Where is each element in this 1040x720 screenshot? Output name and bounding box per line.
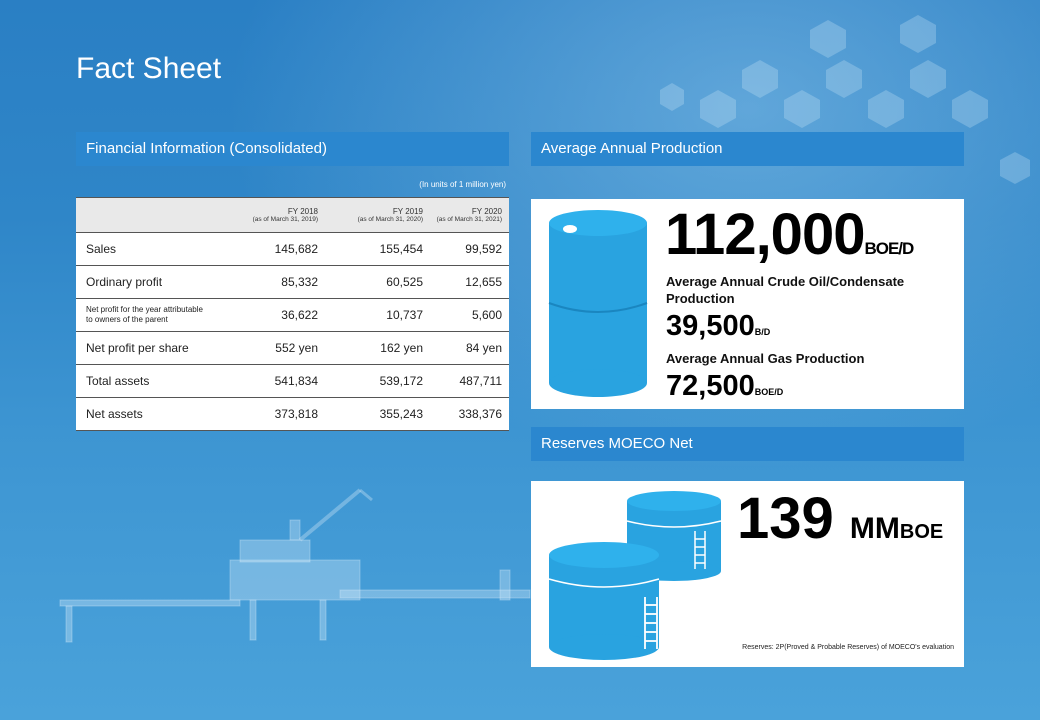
reserves-unit-mm: MM xyxy=(849,512,900,545)
total-production xyxy=(665,201,913,268)
table-row xyxy=(76,266,509,299)
table-row xyxy=(76,332,509,365)
column-sub: (as of March 31, 2020) xyxy=(357,215,423,223)
table-row xyxy=(76,299,509,332)
column-sub: (as of March 31, 2019) xyxy=(252,215,318,223)
financial-table xyxy=(76,197,509,431)
cell-value: 162 yen xyxy=(325,332,430,365)
cell-value: 60,525 xyxy=(325,266,430,299)
units-note: (In units of 1 million yen) xyxy=(419,180,506,189)
cell-value: 155,454 xyxy=(325,233,430,266)
header-blank xyxy=(76,198,217,233)
reserves-value: 139 xyxy=(737,486,834,551)
cell-value: 85,332 xyxy=(217,266,325,299)
oil-production xyxy=(666,310,770,343)
cell-value: 355,243 xyxy=(325,398,430,431)
row-label: Net profit for the year attributable to owners of the parent xyxy=(76,299,217,332)
cell-value: 338,376 xyxy=(430,398,509,431)
row-label: Sales xyxy=(76,233,217,266)
table-row xyxy=(76,365,509,398)
cell-value: 487,711 xyxy=(430,365,509,398)
production-panel xyxy=(531,199,964,409)
total-production-value: 112,000 xyxy=(665,202,865,267)
reserves-section-header: Reserves MOECO Net xyxy=(531,427,964,461)
column-header xyxy=(325,198,430,233)
oil-production-label: Average Annual Crude Oil/Condensate Production xyxy=(666,274,905,306)
cell-value: 5,600 xyxy=(430,299,509,332)
storage-tanks-icon xyxy=(545,487,725,663)
row-label: Ordinary profit xyxy=(76,266,217,299)
table-row xyxy=(76,233,509,266)
cell-value: 99,592 xyxy=(430,233,509,266)
reserves xyxy=(737,485,943,552)
cell-value: 539,172 xyxy=(325,365,430,398)
column-header xyxy=(430,198,509,233)
total-production-unit: BOE/D xyxy=(864,239,914,258)
column-fy: FY 2019 xyxy=(392,206,423,216)
column-sub: (as of March 31, 2021) xyxy=(436,215,502,223)
cell-value: 145,682 xyxy=(217,233,325,266)
cell-value: 552 yen xyxy=(217,332,325,365)
gas-production-value: 72,500 xyxy=(666,370,755,402)
gas-production-label: Average Annual Gas Production xyxy=(666,351,865,366)
oil-production-value: 39,500 xyxy=(666,310,755,342)
reserves-note: Reserves: 2P(Proved & Probable Reserves) of MOECO's evaluation xyxy=(742,644,954,651)
oil-barrel-icon xyxy=(547,209,649,399)
cell-value: 12,655 xyxy=(430,266,509,299)
production-section-header: Average Annual Production xyxy=(531,132,964,166)
cell-value: 373,818 xyxy=(217,398,325,431)
page-title: Fact Sheet xyxy=(76,52,222,85)
table-header-row xyxy=(76,198,509,233)
table-row xyxy=(76,398,509,431)
oil-production-unit: B/D xyxy=(754,327,771,337)
reserves-panel xyxy=(531,481,964,667)
cell-value: 541,834 xyxy=(217,365,325,398)
row-label: Total assets xyxy=(76,365,217,398)
column-fy: FY 2018 xyxy=(287,206,318,216)
cell-value: 36,622 xyxy=(217,299,325,332)
reserves-unit-boe: BOE xyxy=(899,521,944,543)
gas-production xyxy=(666,370,783,403)
row-label: Net profit per share xyxy=(76,332,217,365)
gas-production-unit: BOE/D xyxy=(754,387,784,397)
column-fy: FY 2020 xyxy=(471,206,502,216)
column-header xyxy=(217,198,325,233)
cell-value: 84 yen xyxy=(430,332,509,365)
row-label: Net assets xyxy=(76,398,217,431)
financial-section-header: Financial Information (Consolidated) xyxy=(76,132,509,166)
cell-value: 10,737 xyxy=(325,299,430,332)
